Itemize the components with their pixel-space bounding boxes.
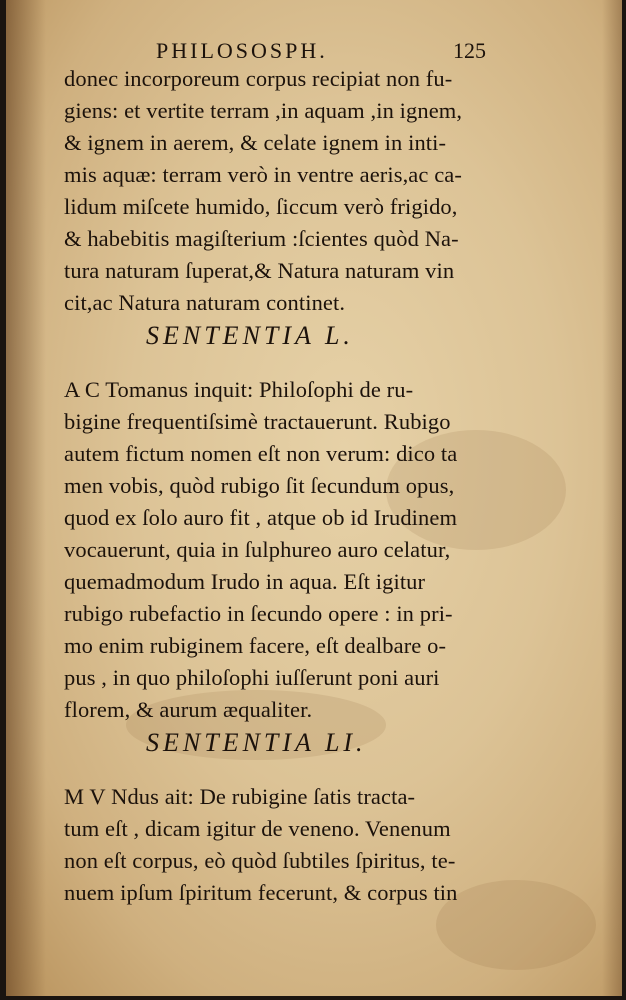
text-line: tum eſt , dicam igitur de veneno. Venenum bbox=[64, 816, 451, 841]
section-heading: SENTENTIA LI. bbox=[146, 728, 367, 757]
text-line: men vobis, quòd rubigo ſit ſecundum opus, bbox=[64, 473, 455, 498]
text-line: donec incorporeum corpus recipiat non fu- bbox=[64, 66, 453, 91]
page-number: 125 bbox=[453, 38, 486, 63]
text-line: A C Tomanus inquit: Philoſophi de ru- bbox=[64, 377, 414, 402]
text-line: rubigo rubefactio in ſecundo opere : in pri- bbox=[64, 601, 453, 626]
text-line: giens: et vertite terram ,in aquam ,in ignem, bbox=[64, 98, 463, 123]
text-line: pus , in quo philoſophi iuſſerunt poni auri bbox=[64, 665, 440, 690]
text-line: & ignem in aerem, & celate ignem in inti- bbox=[64, 130, 447, 155]
text-line: M V Ndus ait: De rubigine ſatis tracta- bbox=[64, 784, 416, 809]
text-line: quemadmodum Irudo in aqua. Eſt igitur bbox=[64, 569, 426, 594]
text-line: nuem ipſum ſpiritum fecerunt, & corpus tin bbox=[64, 880, 458, 905]
text-line: quod ex ſolo auro fit , atque ob id Irudinem bbox=[64, 505, 458, 530]
text-line: cit,ac Natura naturam continet. bbox=[64, 290, 346, 315]
text-line: mo enim rubiginem facere, eſt dealbare o- bbox=[64, 633, 447, 658]
text-line: autem fictum nomen eſt non verum: dico ta bbox=[64, 441, 458, 466]
text-line: tura naturam ſuperat,& Natura naturam vin bbox=[64, 258, 455, 283]
text-line: lidum miſcete humido, ſiccum verò frigido, bbox=[64, 194, 458, 219]
section-heading: SENTENTIA L. bbox=[146, 321, 354, 350]
text-line: vocauerunt, quia in ſulphureo auro celatur, bbox=[64, 537, 451, 562]
running-title: PHILOSOSPH. bbox=[156, 38, 328, 63]
text-line: florem, & aurum æqualiter. bbox=[64, 697, 313, 722]
book-page bbox=[6, 0, 622, 996]
paper-stain bbox=[436, 880, 596, 970]
running-header bbox=[156, 38, 486, 68]
text-line: non eſt corpus, eò quòd ſubtiles ſpiritus, te- bbox=[64, 848, 456, 873]
text-line: bigine frequentiſsimè tractauerunt. Rubigo bbox=[64, 409, 451, 434]
text-line: mis aquæ: terram verò in ventre aeris,ac ca- bbox=[64, 162, 462, 187]
text-line: & habebitis magiſterium :ſcientes quòd Na- bbox=[64, 226, 459, 251]
